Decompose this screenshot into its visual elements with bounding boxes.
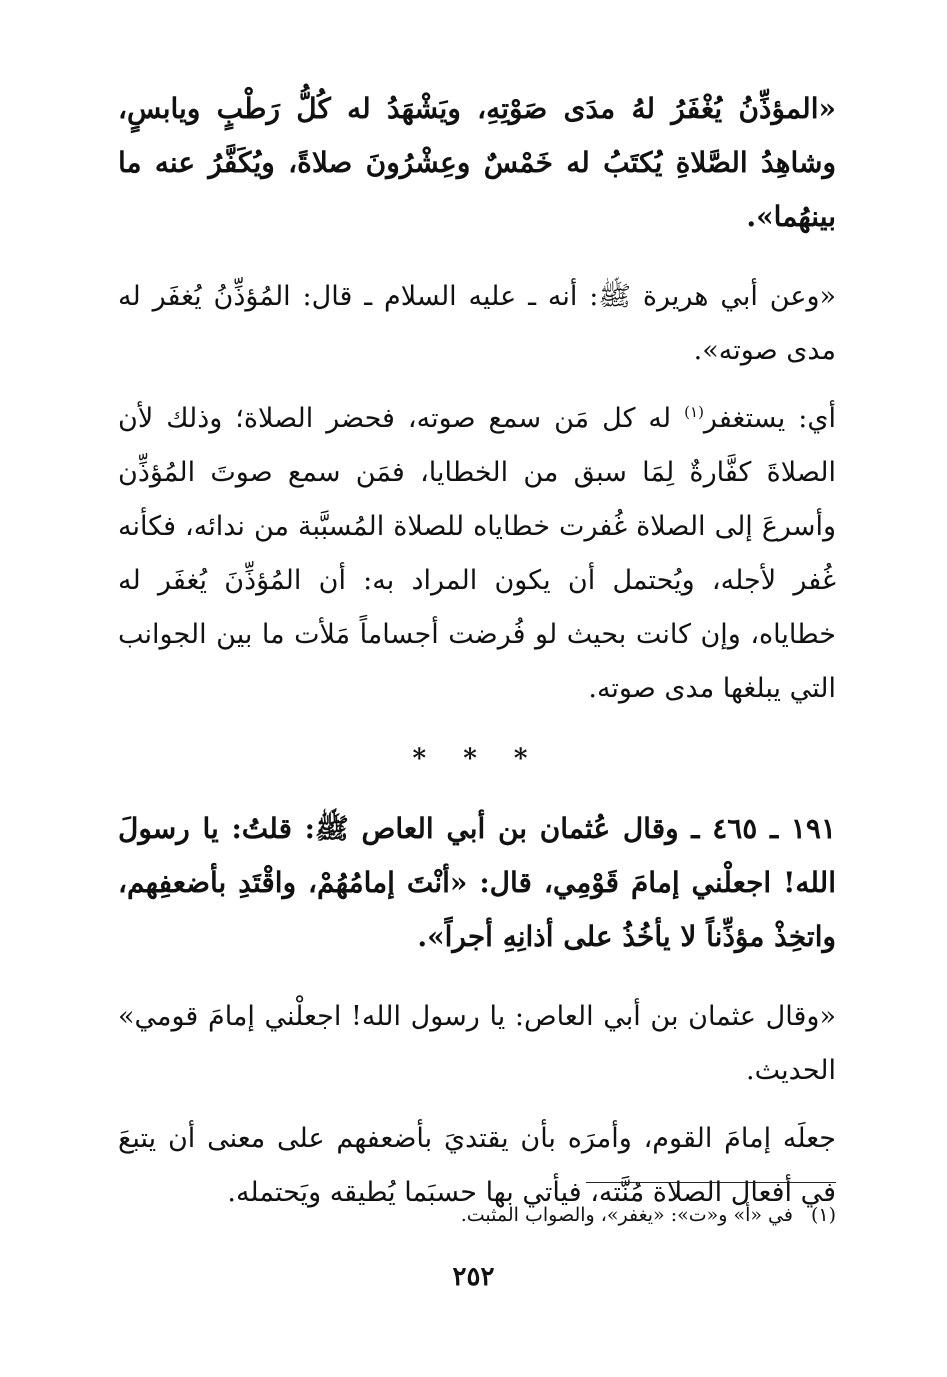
commentary-quote: «وعن أبي هريرة ﷺ: أنه ـ عليه السلام ـ قال: المُؤذِّنُ يُغفَر له مدى صوته». — [118, 281, 836, 366]
commentary-2-quote: «وقال عثمان بن أبي العاص: يا رسول الله! اجعلْني إمامَ قومي» الحديث. — [118, 1001, 836, 1086]
page-number: ٢٥٢ — [452, 1262, 495, 1292]
commentary-2-text: جعلَه إمامَ القوم، وأمرَه بأن يقتديَ بأضعفهم على معنى أن يتبعَ في أفعال الصلاة مُنَّته، فيأتي بها حسبَما يُطيقه ويَحتمله. — [118, 1123, 836, 1208]
footnote-reference: (١) — [684, 403, 704, 421]
footnote — [118, 1200, 836, 1230]
commentary-paragraph — [118, 392, 836, 716]
footnote-text: في «أ» و«ت»: «يغفر»، والصواب المثبت. — [460, 1204, 793, 1226]
hadith-191-text: ١٩١ ـ ٤٦٥ ـ وقال عُثمان بن أبي العاص ﷺ: قلتُ: يا رسولَ الله! اجعلْني إمامَ قَوْمِي، قال: «أنْتَ إمامُهُمْ، واقْتَدِ بأضعفِهم، واتخِذْ مؤذِّناً لا يأخُذُ على أذانِهِ أجراً». — [118, 812, 836, 953]
footnote-divider — [586, 1182, 836, 1183]
commentary-rest: له كل مَن سمع صوته، فحضر الصلاة؛ وذلك لأن الصلاةَ كفَّارةٌ لِمَا سبق من الخطايا، فمَن سمع صوتَ المُؤذِّن وأسرعَ إلى الصلاة غُفرت خطاياه للصلاة المُسبَّبة من ندائه، فكأنه غُفر لأجله، ويُحتمل أن يكون المراد به: أن المُؤذِّنَ يُغفَر له خطاياه، وإن كانت بحيث لو فُرضت أجساماً مَلأت ما بين الجوانب التي يبلغها مدى صوته. — [118, 403, 837, 704]
commentary-start: أي: يستغفر — [703, 403, 836, 434]
footnote-number: (١) — [810, 1204, 836, 1226]
hadith-190-text: «المؤذِّنُ يُغْفَرُ لهُ مدَى صَوْتِهِ، ويَشْهَدُ له كُلُّ رَطْبٍ ويابسٍ، وشاهِدُ الصَّلاةِ يُكتَبُ له خَمْسٌ وعِشْرُونَ صلاةً، ويُكَفَّرُ عنه ما بينهُما». — [118, 92, 836, 233]
page-body — [118, 82, 836, 1220]
section-separator: * * * — [412, 744, 542, 774]
